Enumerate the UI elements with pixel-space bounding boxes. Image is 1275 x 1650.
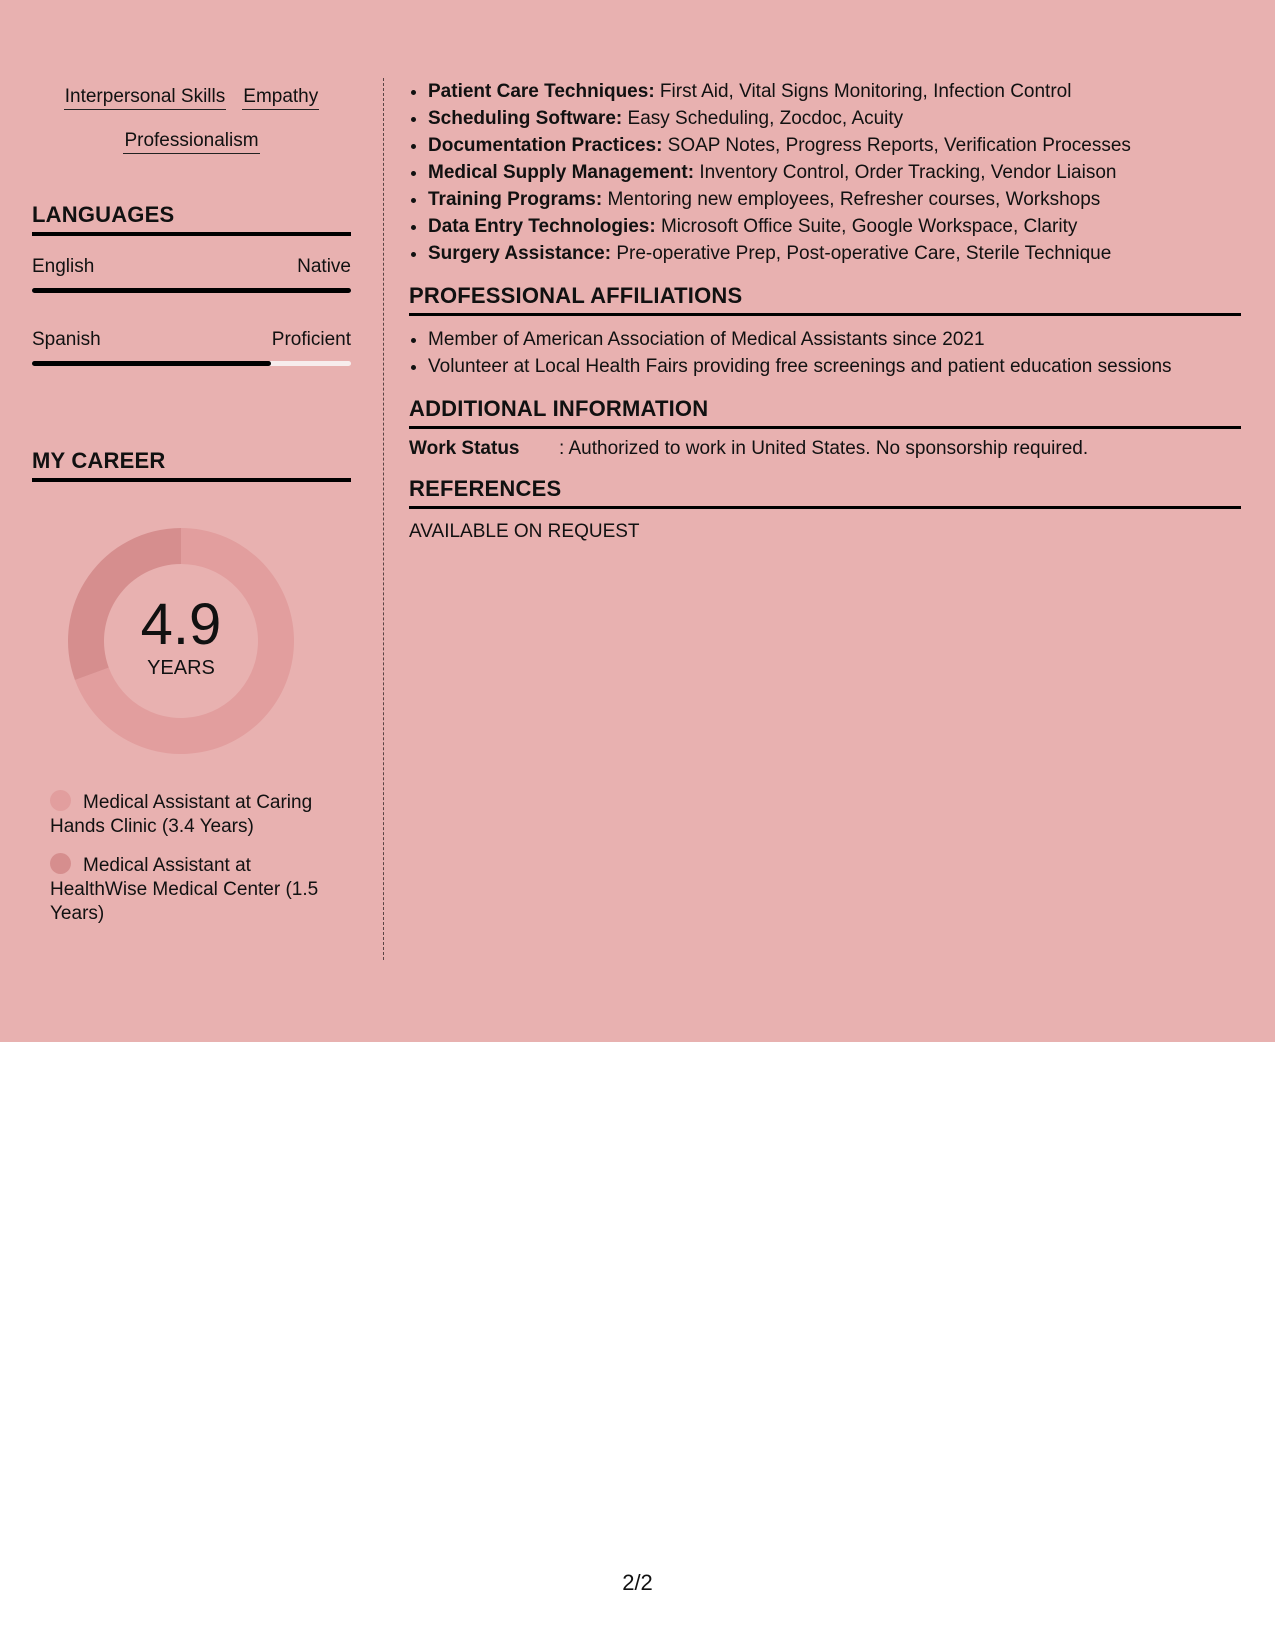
language-bar-fill <box>32 361 271 366</box>
language-level: Proficient <box>271 329 351 350</box>
affiliations-list <box>409 326 1241 380</box>
skill-name: Scheduling Software: <box>428 108 623 129</box>
languages-section <box>32 202 351 366</box>
legend-dot-icon <box>50 853 71 874</box>
right-column <box>409 78 1241 543</box>
language-bar <box>32 361 351 366</box>
career-legend <box>50 790 330 926</box>
skill-item <box>428 78 1241 105</box>
skill-detail: SOAP Notes, Progress Reports, Verification Processes <box>662 135 1131 156</box>
skill-tag[interactable]: Professionalism <box>123 130 259 154</box>
affiliation-item: • Member of American Association of Medical Assistants since 2021 <box>428 326 1241 353</box>
work-status-label: Work Status <box>409 438 520 459</box>
skill-detail: Microsoft Office Suite, Google Workspace, Clarity <box>655 216 1078 237</box>
skill-tag[interactable]: Interpersonal Skills <box>64 86 227 110</box>
career-role-label: Medical Assistant at Caring Hands Clinic (3.4 Years) <box>50 792 313 837</box>
skill-detail: Easy Scheduling, Zocdoc, Acuity <box>622 108 904 129</box>
skill-detail: Inventory Control, Order Tracking, Vendor Liaison <box>694 162 1117 183</box>
page-number: 2/2 <box>622 1570 653 1595</box>
career-total-value: 4.9 <box>140 591 222 657</box>
references-section <box>409 476 1241 543</box>
left-column <box>32 78 351 940</box>
career-donut-center <box>66 526 296 756</box>
affiliation-item: • Volunteer at Local Health Fairs providing free screenings and patient education sessions <box>428 353 1241 380</box>
skill-name: Training Programs: <box>428 189 603 210</box>
skill-name: Surgery Assistance: <box>428 243 612 264</box>
skill-item <box>428 186 1241 213</box>
language-item <box>32 256 351 293</box>
legend-dot-icon <box>50 790 71 811</box>
language-bar-fill <box>32 288 351 293</box>
references-heading: REFERENCES <box>409 476 1241 509</box>
skill-item <box>428 105 1241 132</box>
skill-name: Patient Care Techniques: <box>428 81 655 102</box>
affiliations-section <box>409 283 1241 380</box>
career-legend-item <box>50 790 330 839</box>
language-item <box>32 329 351 366</box>
references-text: AVAILABLE ON REQUEST <box>409 521 640 542</box>
skill-item <box>428 240 1241 267</box>
language-name: English <box>32 256 95 277</box>
additional-info-heading: ADDITIONAL INFORMATION <box>409 396 1241 429</box>
work-status-row <box>409 438 1241 460</box>
language-name: Spanish <box>32 329 101 350</box>
languages-heading: LANGUAGES <box>32 202 351 236</box>
skill-name: Data Entry Technologies: <box>428 216 656 237</box>
skill-detail: First Aid, Vital Signs Monitoring, Infection Control <box>654 81 1072 102</box>
skill-item <box>428 132 1241 159</box>
career-donut-chart <box>66 526 296 756</box>
skill-name: Documentation Practices: <box>428 135 663 156</box>
language-level: Native <box>297 256 351 277</box>
language-list <box>32 256 351 366</box>
skill-tag[interactable]: Empathy <box>242 86 319 110</box>
language-bar <box>32 288 351 293</box>
skill-item <box>428 213 1241 240</box>
career-role-label: Medical Assistant at HealthWise Medical Center (1.5 Years) <box>50 855 319 924</box>
career-legend-item <box>50 853 330 926</box>
career-heading: MY CAREER <box>32 448 351 482</box>
career-section <box>32 448 351 926</box>
career-total-unit: YEARS <box>147 656 215 679</box>
technical-skills-list <box>409 78 1241 267</box>
affiliations-heading: PROFESSIONAL AFFILIATIONS <box>409 283 1241 316</box>
skill-detail: Pre-operative Prep, Post-operative Care, Sterile Technique <box>611 243 1112 264</box>
work-status-value: : Authorized to work in United States. No sponsorship required. <box>559 438 1089 459</box>
additional-info-section <box>409 396 1241 460</box>
skill-name: Medical Supply Management: <box>428 162 695 183</box>
skill-detail: Mentoring new employees, Refresher courses, Workshops <box>602 189 1101 210</box>
skill-tags <box>32 76 351 164</box>
column-divider <box>383 78 384 960</box>
skill-item <box>428 159 1241 186</box>
